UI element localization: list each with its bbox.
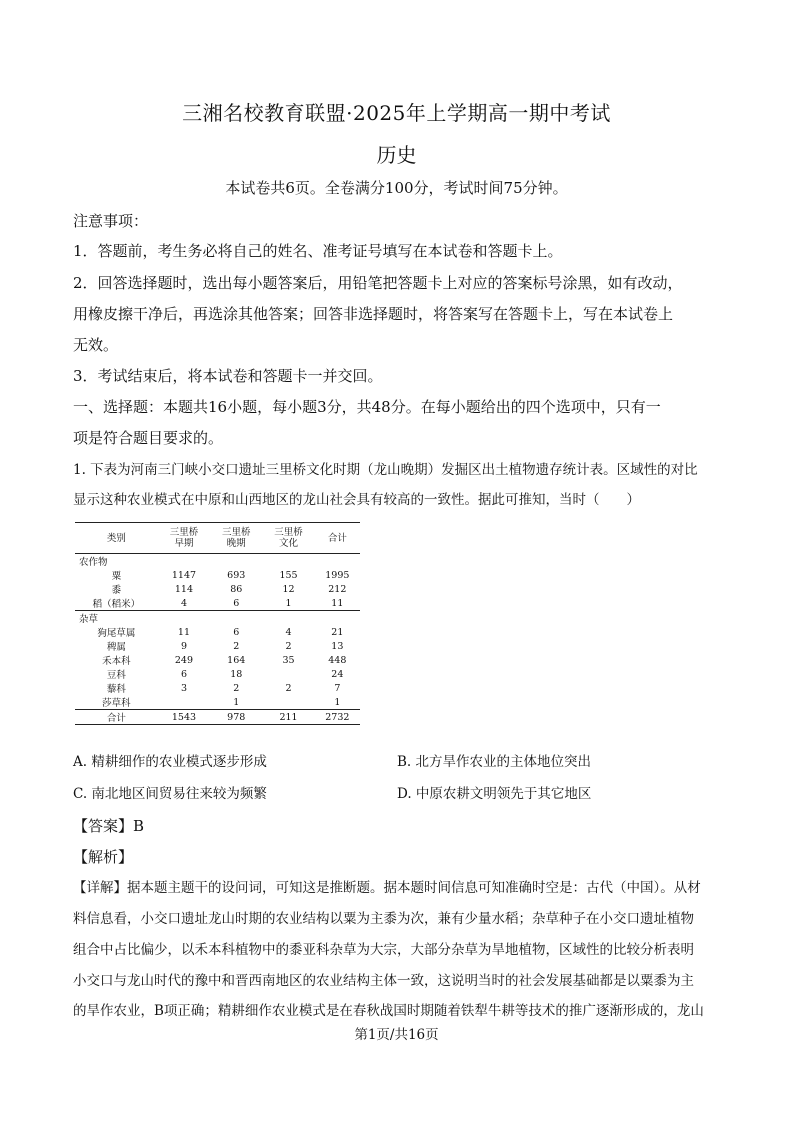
cell: 11	[177, 626, 191, 638]
cell: 212	[328, 583, 347, 595]
cell: 2732	[315, 710, 360, 725]
cell: 21	[331, 626, 344, 638]
cell: 448	[328, 654, 347, 666]
cell: 1543	[158, 710, 210, 725]
table-row	[75, 695, 360, 710]
cell: 35	[282, 654, 295, 666]
cell: 9	[180, 640, 187, 652]
cell: 2	[285, 640, 292, 652]
group-row-weeds	[75, 611, 360, 626]
header-late: 三里桥 晚期	[210, 523, 262, 554]
table-header-row	[75, 523, 360, 554]
table-row	[75, 653, 360, 667]
option-a: A. 精耕细作的农业模式逐步形成	[73, 754, 267, 770]
table-row	[75, 582, 360, 596]
cell: 黍	[111, 585, 122, 596]
cell: 1995	[325, 569, 350, 581]
cell: 1	[334, 696, 341, 708]
option-d: D. 中原农耕文明领先于其它地区	[397, 786, 592, 802]
cell: 4	[285, 626, 292, 638]
cell: 155	[279, 569, 298, 581]
detail-line-4: 小交口与龙山时代的豫中和晋西南地区的农业结构主体一致，这说明当时的社会发展基础都是以粟黍为主	[73, 973, 694, 989]
cell: 稻（稻米）	[92, 599, 141, 610]
cell: 164	[227, 654, 246, 666]
cell: 2	[233, 682, 240, 694]
group-label-weeds: 杂草	[75, 611, 360, 626]
section-heading-line-2: 项是符合题目要求的。	[73, 429, 224, 447]
table-row	[75, 568, 360, 582]
cell: 狗尾草属	[97, 628, 136, 639]
cell: 7	[334, 682, 341, 694]
table-total-row	[75, 710, 360, 725]
cell: 18	[230, 668, 243, 680]
cell: 24	[331, 668, 344, 680]
note-2-line-1: 2．回答选择题时，选出每小题答案后，用铅笔把答题卡上对应的答案标号涂黑，如有改动，	[73, 274, 683, 292]
page-footer: 第1页/共16页	[354, 1027, 439, 1043]
cell: 13	[331, 640, 344, 652]
exam-meta: 本试卷共6页。全卷满分100分，考试时间75分钟。	[225, 179, 568, 197]
cell: 1	[233, 696, 240, 708]
cell: 1147	[171, 569, 197, 581]
cell: 6	[233, 626, 240, 638]
cell: 合计	[75, 710, 158, 725]
question-1-stem-line-2: 显示这种农业模式在中原和山西地区的龙山社会具有较高的一致性。据此可推知，当时（ ）	[73, 492, 640, 508]
group-label-crops: 农作物	[79, 557, 108, 568]
question-1-stem-line-1: 1. 下表为河南三门峡小交口遗址三里桥文化时期（龙山晚期）发掘区出土植物遗存统计表。区域性的对比	[73, 462, 698, 478]
cell: 稗属	[106, 642, 126, 653]
note-1: 1．答题前，考生务必将自己的姓名、准考证号填写在本试卷和答题卡上。	[73, 242, 563, 260]
header-category: 类别	[75, 523, 158, 554]
cell: 3	[180, 682, 187, 694]
cell	[262, 667, 314, 681]
cell	[262, 695, 314, 710]
cell: 豆科	[106, 670, 126, 681]
table-row	[75, 667, 360, 681]
note-3: 3．考试结束后，将本试卷和答题卡一并交回。	[73, 367, 383, 385]
cell: 693	[227, 569, 246, 581]
subject-title: 历史	[376, 143, 417, 167]
option-c: C. 南北地区间贸易往来较为频繁	[73, 786, 267, 802]
cell: 211	[262, 710, 314, 725]
table-row	[75, 596, 360, 611]
cell: 粟	[111, 571, 122, 582]
note-2-line-3: 无效。	[73, 336, 119, 354]
cell: 86	[230, 583, 243, 595]
detail-line-3: 组合中占比偏少，以禾本科植物中的黍亚科杂草为大宗，大部分杂草为旱地植物，区域性的比较分析表明	[73, 942, 694, 958]
notes-heading: 注意事项：	[73, 212, 149, 230]
group-row-crops	[75, 554, 360, 569]
header-early: 三里桥 早期	[158, 523, 210, 554]
option-b: B. 北方旱作农业的主体地位突出	[397, 754, 592, 770]
note-2-line-2: 用橡皮擦干净后，再选涂其他答案；回答非选择题时，将答案写在答题卡上，写在本试卷上	[73, 305, 674, 323]
cell: 249	[174, 654, 194, 666]
cell: 禾本科	[102, 656, 131, 667]
section-heading-line-1: 一、选择题：本题共16小题，每小题3分，共48分。在每小题给出的四个选项中，只有一	[73, 398, 661, 416]
cell: 6	[233, 597, 240, 609]
exam-title: 三湘名校教育联盟·2025年上学期高一期中考试	[182, 101, 611, 125]
table-row	[75, 625, 360, 639]
cell: 11	[331, 597, 344, 609]
cell: 6	[180, 668, 187, 680]
cell: 978	[210, 710, 262, 725]
cell: 12	[282, 583, 295, 595]
detail-line-2: 料信息看，小交口遗址龙山时期的农业结构以粟为主黍为次，兼有少量水稻；杂草种子在小交口遗址植物	[73, 911, 694, 927]
cell: 2	[233, 640, 240, 652]
analysis-label: 【解析】	[73, 848, 134, 866]
cell: 莎草科	[102, 698, 131, 709]
table-row	[75, 639, 360, 653]
table-row	[75, 681, 360, 695]
header-culture: 三里桥 文化	[262, 523, 314, 554]
cell: 藜科	[106, 684, 126, 695]
cell: 114	[174, 583, 194, 595]
cell: 4	[180, 597, 187, 609]
detail-line-5: 的旱作农业，B项正确；精耕细作农业模式是在春秋战国时期随着铁犁牛耕等技术的推广逐渐形成的，龙山	[73, 1003, 704, 1019]
cell	[158, 695, 210, 710]
answer-label: 【答案】B	[73, 817, 145, 835]
header-total: 合计	[315, 523, 360, 554]
cell: 2	[285, 682, 292, 694]
cell: 1	[285, 597, 292, 609]
detail-line-1: 【详解】据本题主题干的设问词，可知这是推断题。据本题时间信息可知准确时空是：古代（中国）。从材	[73, 880, 701, 896]
plant-remains-table	[75, 522, 360, 725]
